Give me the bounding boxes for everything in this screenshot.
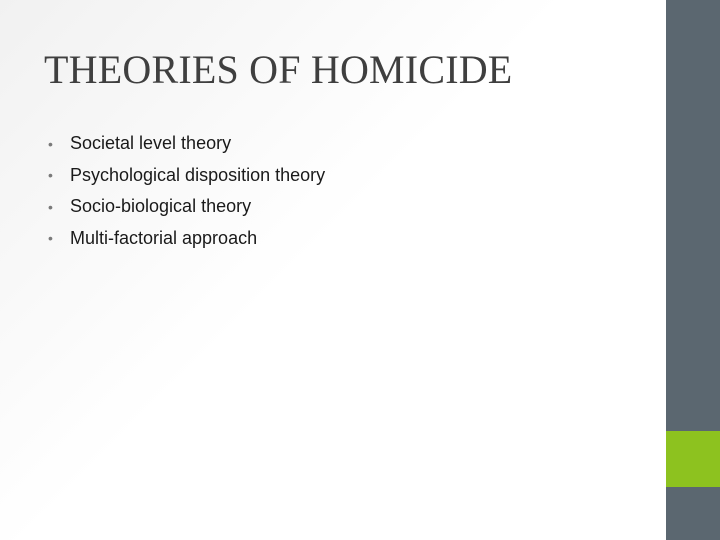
slide-title: THEORIES OF HOMICIDE	[44, 47, 513, 92]
list-item	[48, 160, 325, 192]
bullet-text: Multi-factorial approach	[70, 227, 258, 248]
list-item	[48, 223, 325, 255]
bullet-dot-icon: •	[48, 167, 53, 184]
accent-block	[666, 431, 720, 487]
list-item	[48, 191, 325, 223]
bullet-dot-icon: •	[48, 198, 53, 215]
bullet-list	[48, 128, 325, 254]
bullet-dot-icon: •	[48, 230, 53, 247]
bullet-text: Societal level theory	[70, 133, 232, 154]
bullet-dot-icon: •	[48, 135, 53, 152]
bullet-text: Socio-biological theory	[70, 196, 252, 217]
list-item	[48, 128, 325, 160]
bullet-text: Psychological disposition theory	[70, 164, 326, 185]
